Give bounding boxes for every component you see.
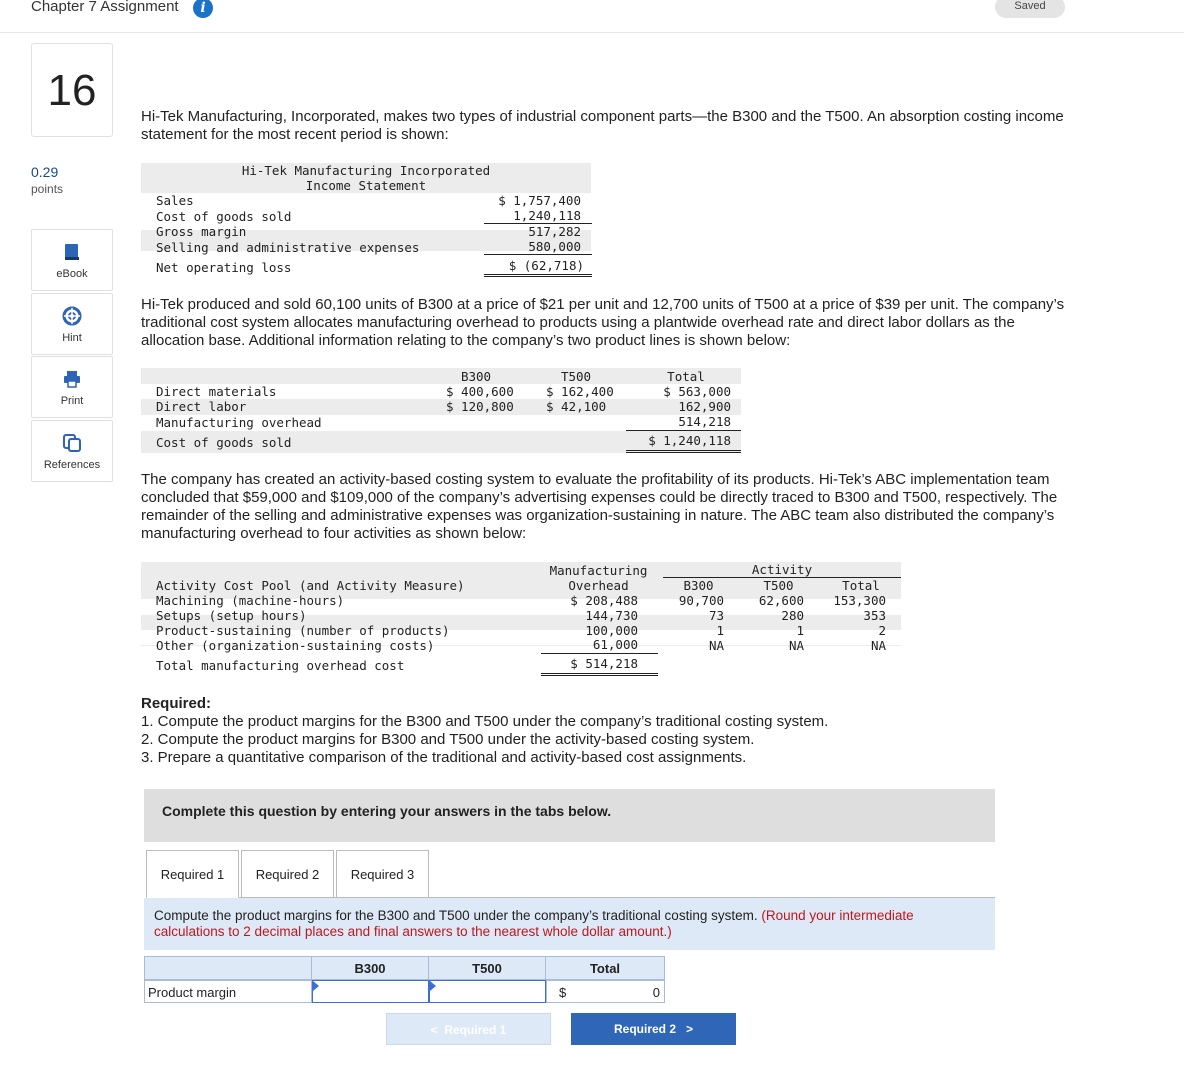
t500-value: 280 xyxy=(781,608,804,623)
b300-value: NA xyxy=(708,638,724,653)
chapter-title: Chapter 7 Assignment xyxy=(31,0,179,15)
row-label: Direct materials xyxy=(156,384,277,399)
references-icon xyxy=(62,433,82,453)
row-label: Product-sustaining (number of products) xyxy=(156,623,450,638)
points-value: 0.29 xyxy=(31,164,59,180)
row-value: $ 1,757,400 xyxy=(498,193,581,208)
col-header-total: Total xyxy=(842,578,880,593)
book-icon xyxy=(62,242,82,262)
total-overhead-label: Total manufacturing overhead cost xyxy=(156,658,405,673)
total-value: 514,218 xyxy=(626,414,741,431)
row-value: 580,000 xyxy=(484,239,592,255)
total-value: 2 xyxy=(878,623,886,638)
income-statement-subtitle: Income Statement xyxy=(305,178,427,193)
row-label: Cost of goods sold xyxy=(156,209,292,224)
t500-value: $ 42,100 xyxy=(546,399,607,414)
activity-table xyxy=(141,562,901,680)
total-value: 353 xyxy=(863,608,886,623)
row-label: Direct labor xyxy=(156,399,247,414)
col-header-b300: B300 xyxy=(460,369,492,384)
row-label: Selling and administrative expenses xyxy=(156,240,420,255)
info-icon[interactable]: i xyxy=(193,0,213,18)
answer-header-blank xyxy=(144,956,312,980)
total-value: $ 1,240,118 xyxy=(626,433,741,453)
col-header-t500: T500 xyxy=(560,369,592,384)
b300-product-margin-input[interactable] xyxy=(312,980,429,1003)
tab-required-3[interactable]: Required 3 xyxy=(336,850,429,898)
row-value: 517,282 xyxy=(528,224,581,239)
col-header-b300: B300 xyxy=(683,578,714,593)
row-label: Other (organization-sustaining costs) xyxy=(156,638,435,653)
hint-icon xyxy=(62,306,82,326)
b300-value: $ 120,800 xyxy=(446,399,514,414)
tab-required-2[interactable]: Required 2 xyxy=(241,850,334,898)
row-label: Gross margin xyxy=(156,224,247,239)
references-label: References xyxy=(43,459,101,471)
b300-value: 73 xyxy=(708,608,724,623)
col-header-activity: Activity xyxy=(663,562,901,578)
row-label: Machining (machine-hours) xyxy=(156,593,345,608)
prev-label: Required 1 xyxy=(444,1023,507,1037)
saved-status-badge: Saved xyxy=(995,0,1065,18)
row-label: Sales xyxy=(156,193,194,208)
input-marker-icon xyxy=(313,981,319,991)
answer-col-t500: T500 xyxy=(428,956,546,980)
b300-value: 1 xyxy=(716,623,724,638)
tab-required-1[interactable]: Required 1 xyxy=(146,850,239,898)
total-value: 153,300 xyxy=(833,593,886,608)
t500-value: $ 162,400 xyxy=(546,384,614,399)
cost-table xyxy=(141,368,741,456)
ebook-button[interactable] xyxy=(31,229,113,291)
row-label: Net operating loss xyxy=(156,260,292,275)
b300-value: $ 400,600 xyxy=(446,384,514,399)
income-statement xyxy=(141,163,591,276)
total-value: $ 563,000 xyxy=(663,384,731,399)
instruction-text: Compute the product margins for the B300 and T500 under the company’s traditional costing system. xyxy=(154,908,758,923)
input-marker-icon xyxy=(430,981,436,991)
t500-value: 1 xyxy=(796,623,804,638)
intro-paragraph: Hi-Tek Manufacturing, Incorporated, makes two types of industrial component parts—the B300 and the T500. An absorption costing income statement for the most recent period is shown: xyxy=(141,108,1064,143)
points-label: points xyxy=(31,182,64,196)
chevron-left-icon: < xyxy=(430,1023,445,1037)
references-button[interactable] xyxy=(31,420,113,482)
instruction-box xyxy=(144,898,995,950)
hint-label: Hint xyxy=(62,332,82,344)
required-heading: Required: xyxy=(141,695,212,712)
next-required-button[interactable] xyxy=(571,1013,736,1045)
rounding-note: (Round your intermediate calculations to 2 decimal places and final answers to the nearest whole dollar amount.) xyxy=(154,908,914,939)
top-bar xyxy=(0,0,1184,33)
mo-value: 100,000 xyxy=(585,623,638,638)
col-header-mo2: Overhead xyxy=(568,578,629,593)
prev-required-button[interactable] xyxy=(386,1013,551,1045)
hint-button[interactable] xyxy=(31,293,113,355)
required-item: 1. Compute the product margins for the B300 and T500 under the company’s traditional costing system. xyxy=(141,713,829,730)
col-header-pool: Activity Cost Pool (and Activity Measure) xyxy=(156,578,465,593)
t500-value: NA xyxy=(788,638,804,653)
t500-product-margin-input[interactable] xyxy=(429,980,546,1003)
total-margin-value: 0 xyxy=(652,985,660,1000)
total-overhead-value: $ 514,218 xyxy=(541,656,658,676)
print-icon xyxy=(62,369,82,389)
mo-value: 61,000 xyxy=(541,637,658,654)
total-product-margin xyxy=(546,980,665,1003)
row-label: Manufacturing overhead xyxy=(156,415,322,430)
total-currency: $ xyxy=(559,985,567,1000)
chevron-right-icon: > xyxy=(676,1022,694,1036)
required-item: 3. Prepare a quantitative comparison of the traditional and activity-based cost assignments. xyxy=(141,749,747,766)
answer-col-total: Total xyxy=(545,956,665,980)
total-value: NA xyxy=(870,638,886,653)
income-statement-title: Hi-Tek Manufacturing Incorporated xyxy=(241,163,491,178)
ebook-label: eBook xyxy=(56,268,88,280)
abc-paragraph: The company has created an activity-based costing system to evaluate the profitability of its products. Hi-Tek’s ABC implementation team concluded that $59,000 and $109,000 of the company’s advertising expenses could be directly traced to B300 and T500, respectively. The remainder of the selling and administrative expenses was organization-sustaining in nature. The ABC team also distributed the company’s manufacturing overhead to four activities as shown below: xyxy=(141,471,1058,542)
print-button[interactable] xyxy=(31,356,113,418)
complete-question-text: Complete this question by entering your answers in the tabs below. xyxy=(162,803,612,819)
row-label: Cost of goods sold xyxy=(156,435,292,450)
t500-value: 62,600 xyxy=(758,593,804,608)
col-header-mo1: Manufacturing xyxy=(549,563,648,578)
col-header-t500: T500 xyxy=(763,578,794,593)
col-header-total: Total xyxy=(667,369,705,384)
mo-value: 144,730 xyxy=(585,608,638,623)
row-value: $ (62,718) xyxy=(484,258,592,277)
row-value: 1,240,118 xyxy=(484,208,592,224)
complete-question-bar xyxy=(144,789,995,842)
total-value: 162,900 xyxy=(678,399,731,414)
required-section xyxy=(141,695,828,767)
required-item: 2. Compute the product margins for B300 and T500 under the activity-based costing system. xyxy=(141,731,755,748)
question-number: 16 xyxy=(31,43,113,137)
answer-col-b300: B300 xyxy=(311,956,429,980)
b300-value: 90,700 xyxy=(678,593,724,608)
next-label: Required 2 xyxy=(613,1022,676,1036)
print-label: Print xyxy=(60,395,84,407)
production-paragraph: Hi-Tek produced and sold 60,100 units of B300 at a price of $21 per unit and 12,700 units of T500 at a price of $39 per unit. The company’s traditional cost system allocates manufacturing overhead to products using a plantwide overhead rate and direct labor dollars as the allocation base. Additional information relating to the company’s two product lines is shown below: xyxy=(141,296,1065,349)
mo-value: $ 208,488 xyxy=(570,593,638,608)
product-margin-label: Product margin xyxy=(144,980,312,1003)
row-label: Setups (setup hours) xyxy=(156,608,307,623)
